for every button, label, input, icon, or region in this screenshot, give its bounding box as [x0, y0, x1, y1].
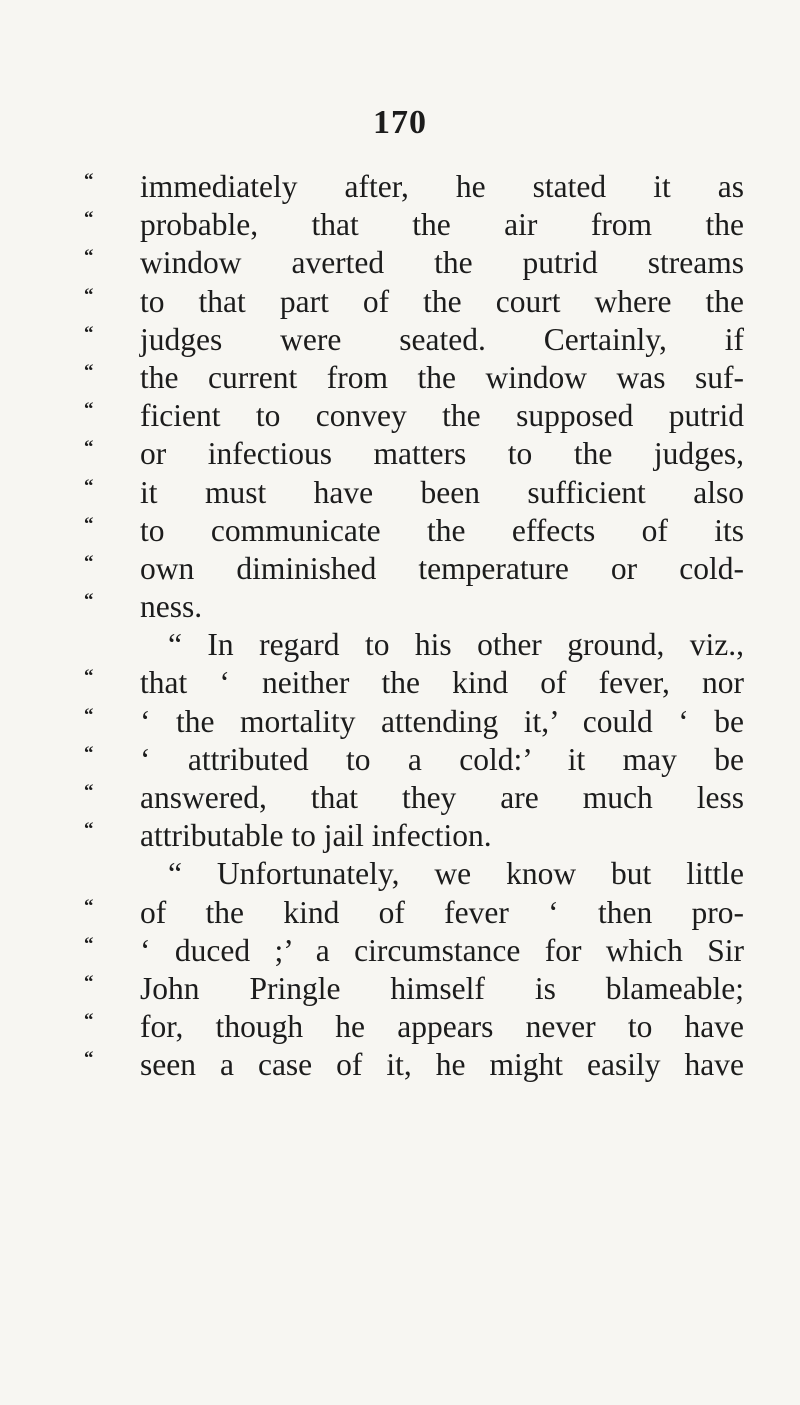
- quote-mark: “: [84, 360, 94, 382]
- line-text: the current from the window was suf-: [140, 359, 744, 395]
- line-text: of the kind of fever ‘ then pro-: [140, 894, 744, 930]
- text-line: [84, 1046, 744, 1084]
- quote-mark: “: [84, 437, 94, 459]
- text-line: [84, 741, 744, 779]
- quote-mark: “: [84, 284, 94, 306]
- text-line: [84, 206, 744, 244]
- quote-mark: “: [84, 971, 94, 993]
- line-text: “ Unfortunately, we know but little: [168, 856, 744, 892]
- text-line: [84, 817, 744, 855]
- line-text: ‘ duced ;’ a circumstance for which Sir: [140, 932, 744, 968]
- line-text: answered, that they are much less: [140, 780, 744, 815]
- quote-mark: “: [84, 819, 94, 841]
- quote-mark: “: [84, 933, 94, 955]
- line-text: probable, that the air from the: [140, 207, 744, 243]
- text-line: [84, 550, 744, 588]
- line-text: ‘ the mortality attending it,’ could ‘ be: [140, 703, 744, 739]
- text-line: [84, 321, 744, 359]
- text-line: [84, 359, 744, 397]
- quote-mark: “: [84, 513, 94, 535]
- quote-mark: “: [84, 666, 94, 688]
- quote-mark: “: [84, 551, 94, 573]
- line-text: that ‘ neither the kind of fever, nor: [140, 665, 744, 701]
- text-line: [84, 703, 744, 741]
- line-text: immediately after, he stated it as: [140, 169, 744, 204]
- text-line: [84, 1008, 744, 1046]
- quote-mark: “: [84, 742, 94, 764]
- line-text: or infectious matters to the judges,: [140, 436, 744, 472]
- text-line: [84, 474, 744, 512]
- quote-mark: “: [84, 781, 94, 802]
- text-line: [84, 894, 744, 932]
- line-text: for, though he appears never to have: [140, 1009, 744, 1045]
- line-text: attributable to jail infection.: [140, 818, 492, 854]
- quote-mark: “: [84, 208, 94, 230]
- line-text: it must have been sufficient also: [140, 474, 744, 510]
- quote-mark: “: [84, 322, 94, 344]
- line-text: ness.: [140, 589, 203, 625]
- body-text: [84, 168, 744, 1085]
- quote-mark: “: [84, 1010, 94, 1032]
- quote-mark: “: [84, 399, 94, 421]
- text-line: [84, 855, 744, 893]
- text-line: [84, 970, 744, 1008]
- text-line: [84, 283, 744, 321]
- text-line: [84, 168, 744, 206]
- text-line: [84, 626, 744, 664]
- quote-mark: “: [84, 1048, 94, 1070]
- line-text: own diminished temperature or cold-: [140, 550, 744, 586]
- text-line: [84, 932, 744, 970]
- line-text: to that part of the court where the: [140, 283, 744, 319]
- quote-mark: “: [84, 246, 94, 268]
- text-line: [84, 588, 744, 626]
- line-text: window averted the putrid streams: [140, 245, 744, 281]
- text-line: [84, 664, 744, 702]
- quote-mark: “: [84, 704, 94, 726]
- quote-mark: “: [84, 895, 94, 917]
- text-line: [84, 435, 744, 473]
- text-line: [84, 512, 744, 550]
- text-line: [84, 779, 744, 817]
- line-text: to communicate the effects of its: [140, 512, 744, 548]
- quote-mark: “: [84, 590, 94, 612]
- line-text: “ In regard to his other ground, viz.,: [168, 627, 744, 663]
- line-text: ‘ attributed to a cold:’ it may be: [140, 741, 744, 777]
- line-text: judges were seated. Certainly, if: [140, 321, 744, 357]
- quote-mark: “: [84, 170, 94, 191]
- text-line: [84, 244, 744, 282]
- line-text: John Pringle himself is blameable;: [140, 970, 744, 1006]
- quote-mark: “: [84, 475, 94, 497]
- text-line: [84, 397, 744, 435]
- line-text: ficient to convey the supposed putrid: [140, 398, 744, 434]
- page-number: 170: [373, 104, 427, 141]
- line-text: seen a case of it, he might easily have: [140, 1047, 744, 1083]
